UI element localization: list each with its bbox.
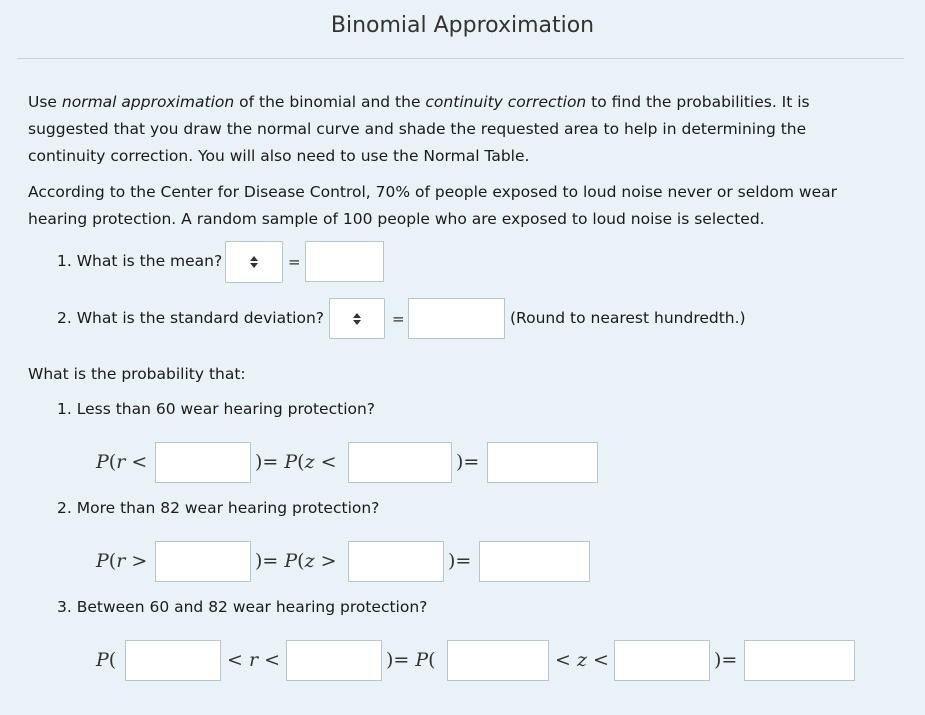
prob-1-left-expression [96, 451, 147, 473]
prob-3-question: 3. Between 60 and 82 wear hearing protection? [57, 598, 428, 616]
instructions-paragraph [28, 89, 888, 170]
prob-1-question: 1. Less than 60 wear hearing protection? [57, 400, 376, 418]
instructions-text-2: of the binomial and the [234, 93, 426, 111]
prob-2-close-equals: )= [448, 550, 472, 572]
prob-1-middle-expression [255, 451, 337, 473]
prob-1-answer-input[interactable] [487, 442, 598, 483]
prob-2-question: 2. More than 82 wear hearing protection? [57, 499, 380, 517]
p-symbol: P [284, 550, 298, 572]
mean-input[interactable] [305, 241, 384, 282]
close-paren-equals: )= [255, 451, 285, 473]
open-paren: ( [108, 649, 117, 671]
std-dev-equals-sign: = [392, 310, 405, 328]
prob-3-answer-input[interactable] [744, 640, 855, 681]
prob-2-middle-expression [255, 550, 337, 572]
less-than: < [227, 649, 243, 671]
prob-2-z-input[interactable] [348, 541, 444, 582]
z-symbol: z [304, 451, 315, 473]
r-symbol: r [248, 649, 259, 671]
prob-3-lower-r-input[interactable] [125, 640, 221, 681]
p-symbol: P [96, 649, 109, 671]
mean-symbol-select[interactable] [225, 241, 283, 283]
close-paren-equals: )= [386, 649, 416, 671]
prob-3-upper-z-input[interactable] [614, 640, 710, 681]
r-symbol: r [116, 550, 126, 572]
prob-3-close-equals: )= [714, 649, 738, 671]
prob-3-middle-expression [386, 649, 436, 671]
prob-3-left-expression [96, 649, 116, 671]
open-paren: ( [108, 451, 117, 473]
p-symbol: P [415, 649, 429, 671]
instructions-emphasis-1: normal approximation [61, 93, 235, 111]
prob-2-left-expression [96, 550, 147, 572]
p-symbol: P [284, 451, 298, 473]
instructions-text-3: to find the probabilities. It is suggested that you draw the normal curve and shade the requested area to help in determining the continuity correction. You will also need to use the Normal Table. [28, 93, 810, 165]
std-dev-input[interactable] [408, 298, 505, 339]
page-title: Binomial Approximation [330, 13, 595, 38]
mean-equals-sign: = [288, 253, 301, 271]
open-paren: ( [297, 451, 305, 473]
p-symbol: P [96, 451, 109, 473]
up-down-caret-icon [249, 255, 259, 269]
open-paren: ( [108, 550, 117, 572]
p-symbol: P [96, 550, 109, 572]
context-paragraph: According to the Center for Disease Control, 70% of people exposed to loud noise never or seldom wear hearing protection. A random sample of 100 people who are exposed to loud noise is selected. [28, 183, 838, 228]
close-paren-equals: )= [255, 550, 285, 572]
prob-1-z-input[interactable] [348, 442, 452, 483]
z-symbol: z [576, 649, 587, 671]
less-than: < [131, 451, 148, 473]
open-paren: ( [297, 550, 305, 572]
prob-1-close-equals: )= [456, 451, 480, 473]
prob-3-upper-r-input[interactable] [286, 640, 382, 681]
prob-2-answer-input[interactable] [479, 541, 590, 582]
instructions-text-1: Use [28, 93, 62, 111]
r-symbol: r [116, 451, 126, 473]
open-paren: ( [428, 649, 436, 671]
std-dev-symbol-select[interactable] [329, 298, 385, 339]
prob-1-r-input[interactable] [155, 442, 251, 483]
prob-3-z-expression [555, 649, 609, 671]
prob-2-r-input[interactable] [155, 541, 251, 582]
title-divider [17, 58, 904, 59]
prob-3-lower-z-input[interactable] [447, 640, 549, 681]
round-note: (Round to nearest hundredth.) [510, 309, 746, 327]
greater-than: > [131, 550, 148, 572]
less-than: < [593, 649, 609, 671]
probability-heading: What is the probability that: [28, 365, 246, 383]
mean-question-label: 1. What is the mean? [57, 252, 223, 270]
prob-3-r-expression [227, 649, 280, 671]
up-down-caret-icon [352, 312, 362, 326]
z-symbol: z [304, 550, 315, 572]
instructions-emphasis-2: continuity correction [425, 93, 587, 111]
greater-than: > [320, 550, 337, 572]
less-than: < [555, 649, 571, 671]
std-dev-question-label: 2. What is the standard deviation? [57, 309, 324, 327]
less-than: < [264, 649, 281, 671]
less-than: < [320, 451, 337, 473]
